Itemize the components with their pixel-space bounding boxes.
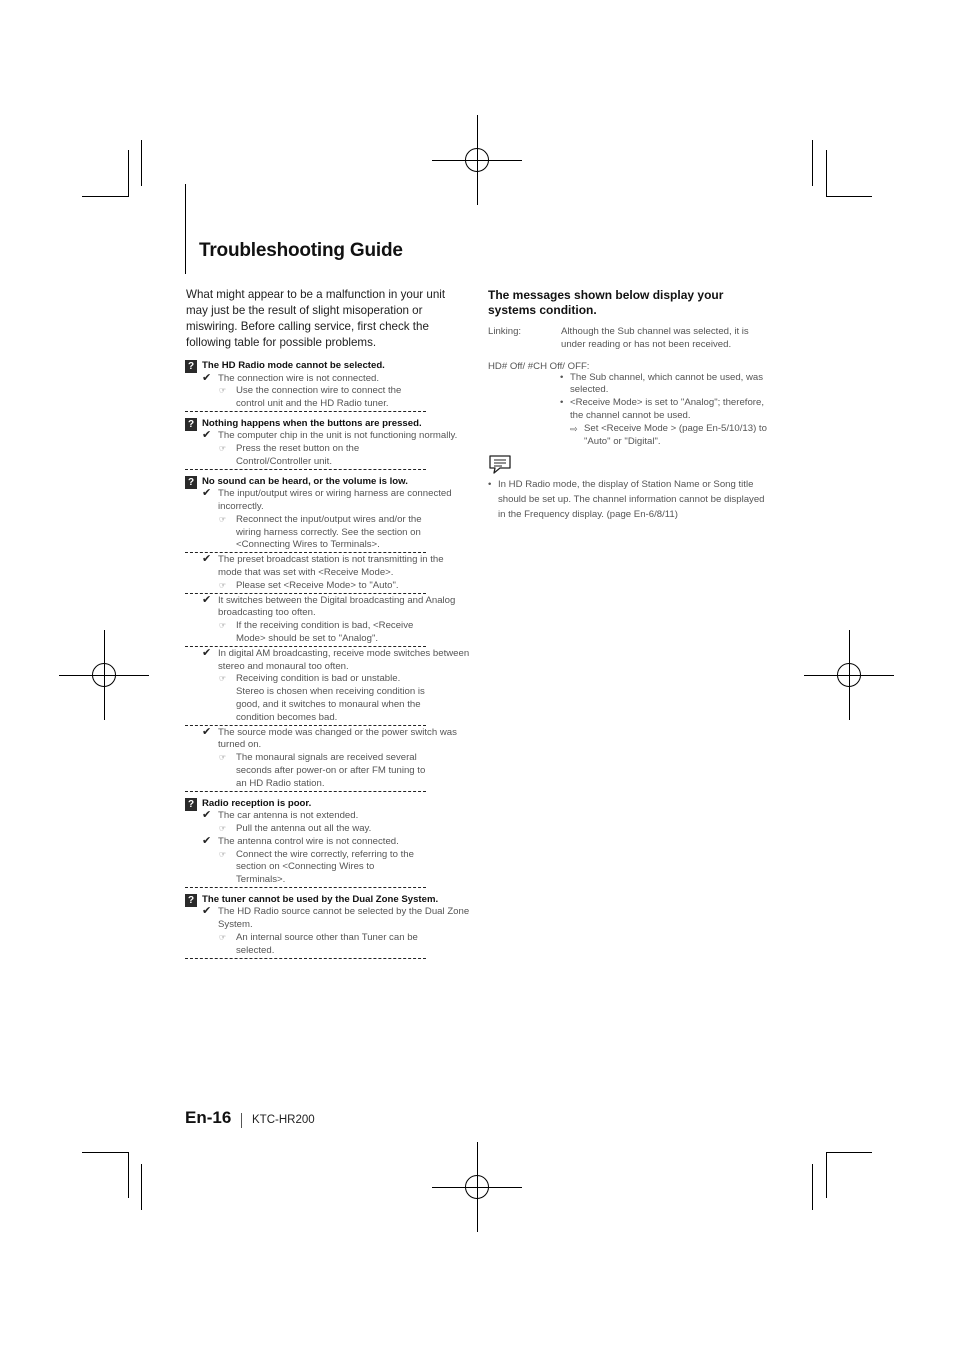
crop-mark (141, 140, 142, 186)
cause-text: The connection wire is not connected. (218, 372, 380, 384)
check-mark-icon: ✔ (202, 905, 212, 918)
registration-mark (804, 630, 894, 720)
troubleshooting-list (185, 360, 470, 965)
cause-text: The HD Radio source cannot be selected by the Dual Zone System. (218, 906, 470, 931)
troubleshooting-section (185, 798, 470, 888)
model-name: KTC-HR200 (252, 1114, 315, 1126)
remedy-text: An internal source other than Tuner can be selected. (236, 931, 418, 956)
remedy-text: Pull the antenna out all the way. (236, 822, 372, 834)
check-mark-icon: ✔ (202, 371, 212, 384)
remedy-text: Reconnect the input/output wires and/or the wiring harness correctly. See the section on <Connecting Wires to Terminals>. (236, 513, 422, 551)
message-description: Although the Sub channel was selected, it is under reading or has not been received. (561, 326, 749, 350)
crop-mark (82, 1152, 129, 1153)
crop-mark (128, 150, 129, 197)
message-description: The Sub channel, which cannot be used, was selected. (570, 371, 764, 396)
remedy-text: Use the connection wire to connect the control unit and the HD Radio tuner. (236, 385, 402, 410)
check-mark-icon: ✔ (202, 646, 212, 659)
question-mark-box-icon: ? (185, 798, 197, 811)
section-title: The HD Radio mode cannot be selected. (202, 360, 385, 371)
page-title: Troubleshooting Guide (199, 240, 403, 261)
pointing-hand-icon: ☞ (219, 932, 227, 942)
pointing-hand-icon: ☞ (219, 386, 227, 396)
remedy-text: Press the reset button on the Control/Controller unit. (236, 443, 360, 467)
messages-heading: The messages shown below display your systems condition. (488, 288, 724, 317)
title-bar (185, 184, 186, 274)
pointing-hand-icon: ☞ (219, 444, 227, 454)
cause-text: The antenna control wire is not connected. (218, 835, 399, 847)
crop-mark (826, 1152, 872, 1153)
note-text: In HD Radio mode, the display of Station Name or Song title should be set up. The channel information cannot be displayed in the Frequency display. (page En-6/8/11) (498, 479, 765, 520)
question-mark-box-icon: ? (185, 476, 197, 489)
section-title: Radio reception is poor. (202, 797, 312, 809)
troubleshooting-section (185, 476, 470, 792)
message-linking (488, 326, 768, 352)
registration-mark (59, 630, 149, 720)
question-mark-box-icon: ? (185, 894, 197, 907)
arrow-right-icon: ⇨ (570, 423, 578, 434)
footer-separator (241, 1113, 242, 1128)
cause-text: It switches between the Digital broadcasting and Analog broadcasting too often. (218, 594, 456, 619)
section-title: No sound can be heard, or the volume is low. (202, 475, 408, 487)
remedy-text: Please set <Receive Mode> to "Auto". (236, 579, 399, 591)
troubleshooting-section (185, 418, 470, 470)
crop-mark (141, 1164, 142, 1210)
check-mark-icon: ✔ (202, 725, 212, 738)
check-mark-icon: ✔ (202, 487, 212, 500)
pointing-hand-icon: ☞ (219, 849, 227, 859)
cause-text: In digital AM broadcasting, receive mode switches between stereo and monaural too often. (218, 647, 470, 672)
remedy-text: Connect the wire correctly, referring to the section on <Connecting Wires to Terminals>. (236, 848, 414, 886)
pointing-hand-icon: ☞ (219, 823, 227, 833)
question-mark-box-icon: ? (185, 360, 197, 373)
messages-panel: The messages shown below display your systems condition. Linking: Although the Sub channel was selected, it is under reading or has not been received. HD# Off/ #CH Off/ OFF: • The Sub channel, which cannot be used, was selected. • <Receive Mode> is set to "Analog"; therefore, the channel cannot be used. ⇨ Set <Receive Mode > (page En-5/10/13) to "Auto" or "Digital". • In HD Radio mode, the display of Station Name or Song title should be set up. The channel information cannot be displayed in the Frequency display. (page En-6/8/11) (488, 288, 767, 520)
remedy-text: Receiving condition is bad or unstable. Stereo is chosen when receiving condition is good, and it switches to monaural when the condition becomes bad. (236, 673, 425, 723)
message-reference: Set <Receive Mode > (page En-5/10/13) to "Auto" or "Digital". (584, 422, 767, 447)
crop-mark (826, 150, 827, 197)
crop-mark (82, 196, 129, 197)
check-mark-icon: ✔ (202, 593, 212, 606)
remedy-text: If the receiving condition is bad, <Receive Mode> should be set to "Analog". (236, 620, 414, 645)
speech-note-icon (488, 454, 512, 474)
troubleshooting-section (185, 894, 470, 959)
cause-text: The car antenna is not extended. (218, 810, 359, 822)
check-mark-icon: ✔ (202, 429, 212, 442)
crop-mark (826, 196, 872, 197)
crop-mark (812, 140, 813, 186)
crop-mark (128, 1152, 129, 1198)
registration-mark (432, 115, 522, 205)
troubleshooting-section (185, 360, 470, 412)
registration-mark (432, 1142, 522, 1232)
message-term: HD# Off/ #CH Off/ OFF: (488, 360, 590, 372)
crop-mark (826, 1152, 827, 1198)
message-description: <Receive Mode> is set to "Analog"; therefore, the channel cannot be used. (570, 397, 764, 421)
message-term: Linking: (488, 326, 522, 337)
cause-text: The computer chip in the unit is not functioning normally. (218, 430, 458, 442)
cause-text: The input/output wires or wiring harness are connected incorrectly. (218, 488, 452, 513)
cause-text: The source mode was changed or the power switch was turned on. (218, 726, 457, 751)
check-mark-icon: ✔ (202, 553, 212, 566)
remedy-text: The monaural signals are received several seconds after power-on or after FM tuning to an HD Radio station. (236, 752, 426, 789)
pointing-hand-icon: ☞ (219, 674, 227, 684)
pointing-hand-icon: ☞ (219, 621, 227, 631)
pointing-hand-icon: ☞ (219, 753, 227, 763)
section-title: Nothing happens when the buttons are pressed. (202, 417, 422, 429)
crop-mark (812, 1164, 813, 1210)
cause-text: The preset broadcast station is not transmitting in the mode that was set with <Receive Mode>. (218, 554, 444, 579)
page-number: En-16 (185, 1108, 232, 1127)
pointing-hand-icon: ☞ (219, 580, 227, 590)
question-mark-box-icon: ? (185, 418, 197, 431)
pointing-hand-icon: ☞ (219, 514, 227, 524)
check-mark-icon: ✔ (202, 834, 212, 847)
section-title: The tuner cannot be used by the Dual Zone System. (202, 893, 439, 905)
check-mark-icon: ✔ (202, 809, 212, 822)
intro-paragraph: What might appear to be a malfunction in your unit may just be the result of slight misoperation or miswiring. Before calling service, first check the following table for possible problems. (186, 288, 446, 349)
